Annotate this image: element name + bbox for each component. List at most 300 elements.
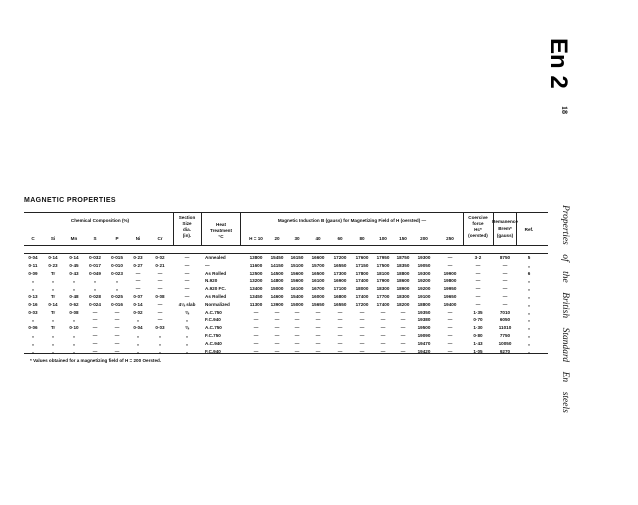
induction-cell: 17400 xyxy=(355,294,369,299)
induction-cell: 16500 xyxy=(311,270,325,276)
induction-cell: — xyxy=(315,325,321,331)
table-rule xyxy=(24,245,548,246)
ref-cell: „ xyxy=(527,325,531,331)
induction-cell: 19200 xyxy=(417,286,431,292)
section-size-cell: ⅜ xyxy=(185,325,189,331)
chem-cell: „ xyxy=(31,278,35,284)
chem-cell: „ xyxy=(158,340,162,346)
induction-cell: — xyxy=(274,333,280,338)
coercive-cell: — xyxy=(475,278,481,284)
induction-cell: — xyxy=(447,255,453,260)
section-size-cell: — xyxy=(184,278,190,284)
chem-cell: 0·14 xyxy=(69,255,79,260)
coercive-cell: — xyxy=(475,294,481,299)
chem-cell: — xyxy=(135,286,141,292)
induction-cell: 18350 xyxy=(396,262,410,268)
chem-cell: 0·13 xyxy=(28,294,38,299)
induction-cell: — xyxy=(380,340,386,346)
chem-cell: — xyxy=(114,309,120,315)
field-col-header: H = 10 xyxy=(249,236,263,241)
remanence-cell: 8750 xyxy=(499,255,511,260)
induction-cell: 15000 xyxy=(270,286,284,292)
induction-cell: — xyxy=(253,340,259,346)
induction-cell: — xyxy=(337,340,343,346)
heat-treatment-cell: Annealed xyxy=(205,255,226,260)
induction-cell: 17500 xyxy=(376,262,390,268)
induction-cell: — xyxy=(359,325,365,331)
chem-cell: 0·025 xyxy=(111,294,123,299)
induction-cell: 19950 xyxy=(443,286,457,292)
induction-cell: — xyxy=(274,325,280,331)
section-title: MAGNETIC PROPERTIES xyxy=(24,197,116,204)
induction-cell: — xyxy=(315,317,321,323)
chem-cell: 0·028 xyxy=(89,294,101,299)
coercive-cell: 1·05 xyxy=(473,348,483,354)
induction-cell: 16800 xyxy=(333,294,347,299)
section-size-cell: — xyxy=(184,255,190,260)
heat-treatment-cell: A.920 FC. xyxy=(205,286,226,292)
chem-cell: 0·08 xyxy=(69,309,79,315)
ref-cell: „ xyxy=(527,309,531,315)
induction-cell: 14600 xyxy=(270,294,284,299)
heat-treatment-header: Heat xyxy=(216,222,226,227)
induction-cell: — xyxy=(400,325,406,331)
induction-cell: — xyxy=(400,348,406,354)
induction-cell: 13900 xyxy=(270,301,284,307)
ref-cell: „ xyxy=(527,286,531,292)
remanence-cell: 7750 xyxy=(499,333,511,338)
chem-cell: „ xyxy=(136,340,140,346)
induction-cell: 18800 xyxy=(396,270,410,276)
induction-cell: 13400 xyxy=(249,286,263,292)
induction-cell: 18900 xyxy=(396,286,410,292)
induction-cell: 17800 xyxy=(355,270,369,276)
induction-cell: 16150 xyxy=(290,255,304,260)
chem-cell: — xyxy=(114,348,120,354)
footnote: * Values obtained for a magnetizing field of H = 200 Oersted. xyxy=(30,358,162,363)
chem-cell: „ xyxy=(51,278,55,284)
side-title-word: En xyxy=(560,371,570,383)
chem-cell: „ xyxy=(72,340,76,346)
field-col-header: 200 xyxy=(420,236,428,241)
remanence-cell: — xyxy=(502,278,508,284)
chem-col-header: C xyxy=(31,236,35,241)
induction-cell: — xyxy=(447,317,453,323)
induction-cell: 14150 xyxy=(270,262,284,268)
induction-cell: — xyxy=(447,325,453,331)
chem-cell: 0·23 xyxy=(133,255,143,260)
induction-cell: 16100 xyxy=(311,278,325,284)
induction-cell: 13450 xyxy=(249,294,263,299)
table-rule xyxy=(24,253,548,254)
induction-cell: 18000 xyxy=(355,286,369,292)
chem-cell: 0·04 xyxy=(28,255,38,260)
chem-cell: 0·049 xyxy=(89,270,101,276)
chem-cell: — xyxy=(92,325,98,331)
chem-cell: „ xyxy=(136,348,140,354)
induction-cell: — xyxy=(380,333,386,338)
induction-cell: — xyxy=(400,340,406,346)
chem-col-header: Si xyxy=(50,236,56,241)
induction-cell: 19350 xyxy=(417,309,431,315)
chem-cell: „ xyxy=(31,340,35,346)
induction-cell: — xyxy=(447,340,453,346)
chem-cell: 0·023 xyxy=(111,270,123,276)
induction-cell: 18750 xyxy=(396,255,410,260)
chem-cell: — xyxy=(135,278,141,284)
chem-col-header: Ni xyxy=(135,236,141,241)
induction-cell: — xyxy=(294,348,300,354)
chem-cell: 0·010 xyxy=(111,262,123,268)
remanence-cell: 10050 xyxy=(498,340,512,346)
chem-col-header: Mn xyxy=(70,236,78,241)
remanence-cell: — xyxy=(502,270,508,276)
chem-cell: 0·02 xyxy=(155,255,165,260)
chem-cell: 0·27 xyxy=(133,262,143,268)
induction-cell: 19200 xyxy=(417,278,431,284)
induction-cell: 19500 xyxy=(417,325,431,331)
chem-cell: — xyxy=(92,309,98,315)
induction-cell: 18300 xyxy=(396,294,410,299)
induction-cell: — xyxy=(253,348,259,354)
field-col-header: 60 xyxy=(337,236,343,241)
induction-header: Magnetic Induction B (gauss) for Magnetizing Field of H (oersted) — xyxy=(277,218,427,223)
induction-cell: 19900 xyxy=(443,270,457,276)
chem-cell: „ xyxy=(51,286,55,292)
induction-cell: 19650 xyxy=(443,294,457,299)
remanence-header: Brem* xyxy=(498,226,512,231)
chem-cell: „ xyxy=(51,333,55,338)
induction-cell: — xyxy=(294,317,300,323)
page-number: 18 xyxy=(560,106,569,114)
induction-cell: 12500 xyxy=(249,270,263,276)
section-size-cell: — xyxy=(184,262,190,268)
heat-treatment-cell: N.920 xyxy=(205,278,218,284)
chem-cell: „ xyxy=(72,278,76,284)
side-title-word: the xyxy=(560,271,570,283)
induction-cell: 15450 xyxy=(270,255,284,260)
induction-cell: — xyxy=(447,333,453,338)
chem-cell: „ xyxy=(31,317,35,323)
induction-cell: — xyxy=(359,348,365,354)
chem-cell: 0·11 xyxy=(28,262,38,268)
chem-cell: „ xyxy=(136,333,140,338)
chem-composition-header: Chemical Composition (%) xyxy=(70,218,130,223)
induction-cell: — xyxy=(380,348,386,354)
induction-cell: 15000 xyxy=(290,301,304,307)
induction-cell: — xyxy=(337,348,343,354)
heat-treatment-cell: F.C.940 xyxy=(205,317,221,323)
induction-cell: — xyxy=(447,348,453,354)
side-title-word: Properties xyxy=(560,205,570,245)
chem-cell: „ xyxy=(31,333,35,338)
chem-cell: „ xyxy=(93,286,97,292)
induction-cell: 18200 xyxy=(396,301,410,307)
induction-cell: 16550 xyxy=(333,262,347,268)
chem-cell: 0·14 xyxy=(48,255,58,260)
chem-cell: „ xyxy=(72,333,76,338)
induction-cell: 18800 xyxy=(417,301,431,307)
ref-cell: „ xyxy=(527,333,531,338)
induction-cell: 19090 xyxy=(417,333,431,338)
chem-cell: — xyxy=(157,270,163,276)
ref-cell: 6 xyxy=(527,270,531,276)
remanence-cell: — xyxy=(502,262,508,268)
ref-cell: „ xyxy=(527,278,531,284)
induction-cell: 15650 xyxy=(311,301,325,307)
induction-cell: — xyxy=(337,333,343,338)
induction-cell: — xyxy=(274,340,280,346)
section-size-cell: ⅜ xyxy=(185,309,189,315)
section-size-header: Size xyxy=(182,221,192,226)
chem-cell: „ xyxy=(51,340,55,346)
chem-cell: 0·23 xyxy=(48,262,58,268)
chem-cell: — xyxy=(92,317,98,323)
induction-cell: — xyxy=(274,348,280,354)
chem-cell: „ xyxy=(72,317,76,323)
chem-cell: Tr xyxy=(50,325,56,331)
induction-cell: 15400 xyxy=(290,294,304,299)
field-col-header: 30 xyxy=(294,236,300,241)
chem-cell: 0·45 xyxy=(69,262,79,268)
induction-cell: — xyxy=(253,309,259,315)
heat-treatment-cell: Normalized xyxy=(205,301,230,307)
induction-cell: 16600 xyxy=(311,255,325,260)
heat-treatment-cell: As Rolled xyxy=(205,270,227,276)
induction-cell: 16900 xyxy=(333,278,347,284)
chem-cell: 0·024 xyxy=(89,301,101,307)
chem-cell: 0·43 xyxy=(69,270,79,276)
chem-cell: — xyxy=(157,317,163,323)
induction-cell: 19380 xyxy=(417,317,431,323)
ref-cell: „ xyxy=(527,317,531,323)
chem-cell: „ xyxy=(31,348,35,354)
section-size-cell: — xyxy=(184,286,190,292)
chem-cell: 0·14 xyxy=(48,301,58,307)
induction-cell: — xyxy=(315,348,321,354)
chem-cell: Tr xyxy=(50,294,56,299)
section-size-cell: „ xyxy=(185,317,189,323)
induction-cell: — xyxy=(315,340,321,346)
induction-cell: 19050 xyxy=(417,262,431,268)
chem-cell: Tr xyxy=(50,270,56,276)
induction-cell: — xyxy=(315,309,321,315)
induction-cell: 15600 xyxy=(290,270,304,276)
remanence-cell: 7010 xyxy=(499,309,511,315)
induction-cell: — xyxy=(274,317,280,323)
field-col-header: 250 xyxy=(446,236,454,241)
chem-cell: — xyxy=(157,309,163,315)
induction-cell: — xyxy=(380,325,386,331)
chem-cell: „ xyxy=(115,278,119,284)
chem-cell: „ xyxy=(136,317,140,323)
induction-cell: 15100 xyxy=(290,262,304,268)
induction-cell: — xyxy=(359,333,365,338)
chem-cell: — xyxy=(114,317,120,323)
induction-cell: — xyxy=(253,317,259,323)
induction-cell: — xyxy=(337,317,343,323)
chem-cell: „ xyxy=(72,286,76,292)
chem-col-header: S xyxy=(93,236,97,241)
remanence-cell: — xyxy=(502,294,508,299)
side-title xyxy=(560,205,570,413)
induction-cell: 19470 xyxy=(417,340,431,346)
chem-cell: „ xyxy=(158,333,162,338)
section-size-cell: „ xyxy=(185,340,189,346)
induction-cell: — xyxy=(400,317,406,323)
section-size-cell: 4⅛ slab xyxy=(178,301,196,307)
heat-treatment-cell: As Rolled xyxy=(205,294,227,299)
chem-cell: — xyxy=(92,340,98,346)
table-rule xyxy=(24,212,548,213)
ref-cell: „ xyxy=(527,262,531,268)
coercive-cell: 1·43 xyxy=(473,340,483,346)
induction-cell: 19400 xyxy=(443,301,457,307)
induction-cell: 16550 xyxy=(333,301,347,307)
induction-cell: — xyxy=(400,309,406,315)
heat-treatment-cell: F.C.940 xyxy=(205,348,221,354)
field-col-header: 150 xyxy=(399,236,407,241)
induction-cell: — xyxy=(400,333,406,338)
chem-cell: „ xyxy=(51,348,55,354)
coercive-header: force xyxy=(472,221,484,226)
induction-cell: 17150 xyxy=(355,262,369,268)
section-size-cell: „ xyxy=(185,333,189,338)
chem-col-header: P xyxy=(115,236,119,241)
heat-treatment-cell: A.C.750 xyxy=(205,325,222,331)
side-title-word: of xyxy=(560,254,570,262)
chem-cell: 0·62 xyxy=(69,301,79,307)
chem-cell: 0·015 xyxy=(111,255,123,260)
coercive-cell: — xyxy=(475,286,481,292)
induction-cell: — xyxy=(359,317,365,323)
ref-header: Ref. xyxy=(524,227,534,232)
chem-cell: 0·03 xyxy=(28,309,38,315)
induction-cell: — xyxy=(337,325,343,331)
remanence-header: Remanence xyxy=(492,219,518,224)
section-size-header: dia. xyxy=(183,227,191,232)
induction-cell: 13200 xyxy=(249,278,263,284)
coercive-header: (oersted) xyxy=(468,233,488,238)
field-col-header: 80 xyxy=(359,236,365,241)
induction-cell: 16100 xyxy=(290,286,304,292)
coercive-cell: — xyxy=(475,270,481,276)
induction-cell: 18100 xyxy=(376,270,390,276)
section-size-cell: — xyxy=(184,270,190,276)
chem-cell: — xyxy=(92,348,98,354)
ref-cell: 5 xyxy=(527,255,531,260)
field-col-header: 20 xyxy=(274,236,280,241)
section-size-header: Section xyxy=(178,215,196,220)
heat-treatment-cell: — xyxy=(205,262,210,268)
coercive-cell: — xyxy=(475,301,481,307)
chem-cell: „ xyxy=(51,317,55,323)
coercive-cell: 0·80 xyxy=(473,333,483,338)
heat-treatment-header: °C xyxy=(218,234,224,239)
induction-cell: 15600 xyxy=(290,278,304,284)
induction-cell: 17100 xyxy=(333,286,347,292)
induction-cell: 17400 xyxy=(355,278,369,284)
coercive-header: Hc* xyxy=(474,227,482,232)
field-col-header: 40 xyxy=(315,236,321,241)
induction-cell: 19100 xyxy=(417,294,431,299)
induction-cell: 17200 xyxy=(333,255,347,260)
chem-cell: 0·06 xyxy=(28,325,38,331)
chem-cell: 0·21 xyxy=(155,262,165,268)
chem-cell: — xyxy=(135,270,141,276)
induction-cell: 17400 xyxy=(376,301,390,307)
coercive-cell: 1·30 xyxy=(473,325,483,331)
section-size-cell: „ xyxy=(185,348,189,354)
induction-cell: 17600 xyxy=(355,255,369,260)
ref-cell: „ xyxy=(527,348,531,354)
chem-cell: „ xyxy=(72,348,76,354)
heat-treatment-header: Treatment xyxy=(210,228,232,233)
induction-cell: 16000 xyxy=(311,294,325,299)
chem-cell: 0·09 xyxy=(28,270,38,276)
induction-cell: — xyxy=(253,325,259,331)
induction-cell: 11600 xyxy=(249,262,263,268)
induction-cell: — xyxy=(294,309,300,315)
chem-cell: 0·08 xyxy=(155,294,165,299)
induction-cell: 17700 xyxy=(376,294,390,299)
induction-cell: 17950 xyxy=(376,255,390,260)
ref-cell: „ xyxy=(527,301,531,307)
remanence-cell: 6050 xyxy=(499,317,511,323)
page-code: En 2 xyxy=(545,38,572,89)
induction-cell: — xyxy=(359,309,365,315)
chem-cell: 0·04 xyxy=(133,325,143,331)
remanence-cell: — xyxy=(502,301,508,307)
chem-cell: „ xyxy=(93,278,97,284)
induction-cell: 19800 xyxy=(443,278,457,284)
coercive-cell: 0·70 xyxy=(473,317,483,323)
chem-cell: 0·016 xyxy=(111,301,123,307)
section-size-cell: — xyxy=(184,294,190,299)
ref-cell: „ xyxy=(527,340,531,346)
coercive-cell: — xyxy=(475,262,481,268)
remanence-cell: 11010 xyxy=(498,325,512,331)
chem-cell: — xyxy=(157,278,163,284)
chem-cell: 0·16 xyxy=(28,301,38,307)
chem-cell: — xyxy=(114,340,120,346)
coercive-cell: 3·2 xyxy=(474,255,482,260)
induction-cell: 19300 xyxy=(417,270,431,276)
chem-cell: 0·017 xyxy=(89,262,101,268)
induction-cell: — xyxy=(380,317,386,323)
chem-cell: „ xyxy=(158,348,162,354)
side-title-word: Standard xyxy=(560,327,570,363)
induction-cell: 17300 xyxy=(333,270,347,276)
chem-cell: „ xyxy=(31,286,35,292)
induction-cell: — xyxy=(274,309,280,315)
induction-cell: — xyxy=(294,325,300,331)
chem-col-header: Cr xyxy=(157,236,163,241)
induction-cell: — xyxy=(337,309,343,315)
chem-cell: — xyxy=(114,333,120,338)
chem-cell: 0·14 xyxy=(133,301,143,307)
induction-cell: — xyxy=(294,340,300,346)
induction-cell: 14500 xyxy=(270,270,284,276)
heat-treatment-cell: A.C.750 xyxy=(205,309,222,315)
induction-cell: 16700 xyxy=(311,286,325,292)
chem-cell: — xyxy=(92,333,98,338)
induction-cell: 17200 xyxy=(355,301,369,307)
chem-cell: 0·48 xyxy=(69,294,79,299)
chem-cell: — xyxy=(157,301,163,307)
induction-cell: 17900 xyxy=(376,278,390,284)
heat-treatment-cell: F.C.750 xyxy=(205,333,221,338)
